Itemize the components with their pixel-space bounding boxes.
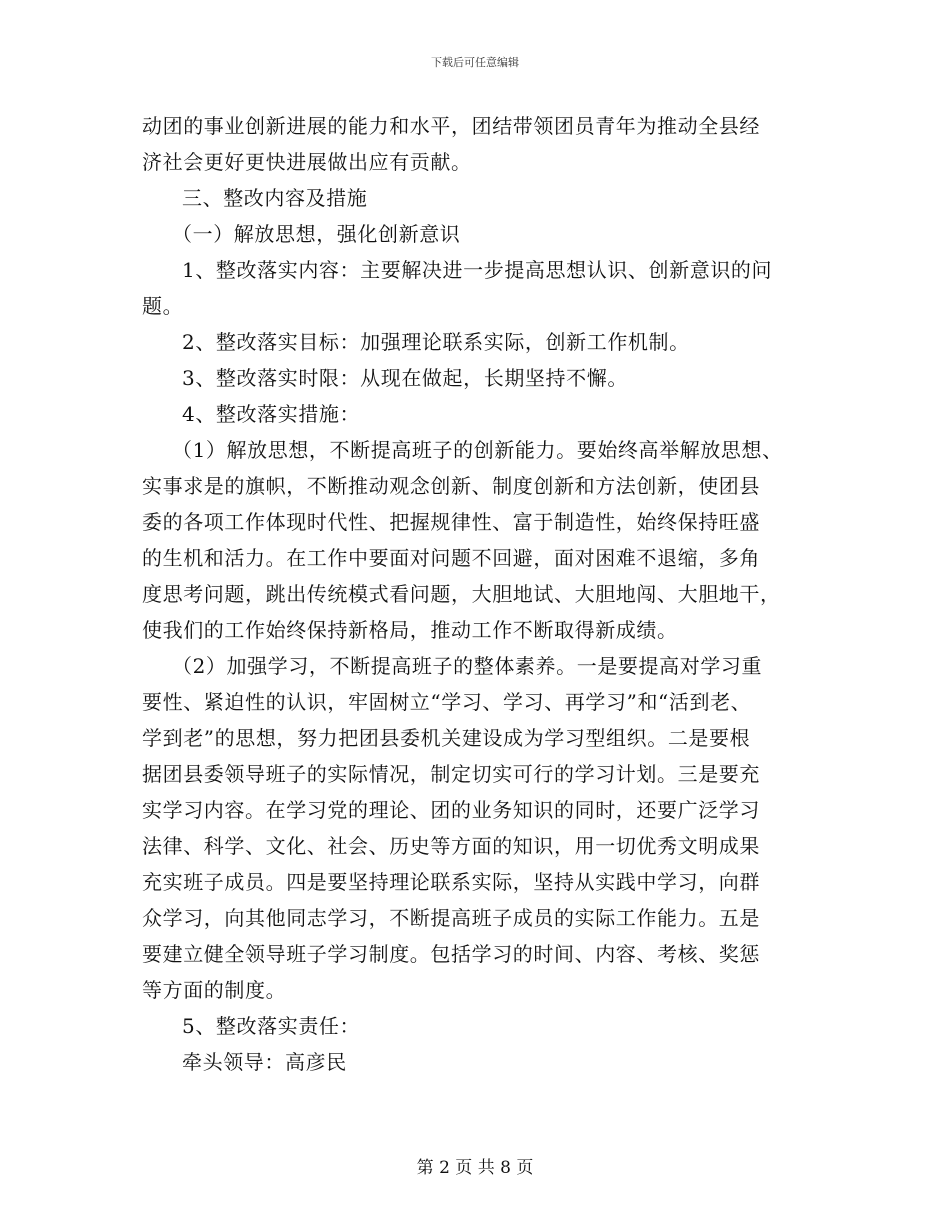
section-heading: 三、整改内容及措施 bbox=[182, 186, 368, 210]
text-line: 5、整改落实责任： bbox=[182, 1014, 361, 1038]
text-line: 充实班子成员。四是要坚持理论联系实际，坚持从实践中学习，向群 bbox=[142, 870, 760, 894]
text-line: 题。 bbox=[142, 294, 184, 318]
text-line: 据团县委领导班子的实际情况，制定切实可行的学习计划。三是要充 bbox=[142, 762, 760, 786]
text-line: 要性、紧迫性的认识，牢固树立“学习、学习、再学习”和“活到老、 bbox=[142, 690, 752, 714]
text-line: （2）加强学习，不断提高班子的整体素养。一是要提高对学习重 bbox=[172, 654, 763, 678]
text-line: （1）解放思想，不断提高班子的创新能力。要始终高举解放思想、 bbox=[172, 438, 783, 462]
text-line: 法律、科学、文化、社会、历史等方面的知识，用一切优秀文明成果 bbox=[142, 834, 760, 858]
text-line: 1、整改落实内容：主要解决进一步提高思想认识、创新意识的问 bbox=[182, 258, 773, 282]
text-line: 众学习，向其他同志学习，不断提高班子成员的实际工作能力。五是 bbox=[142, 906, 760, 930]
text-line: 使我们的工作始终保持新格局，推动工作不断取得新成绩。 bbox=[142, 618, 678, 642]
text-line: 等方面的制度。 bbox=[142, 978, 287, 1002]
text-line: 的生机和活力。在工作中要面对问题不回避，面对困难不退缩，多角 bbox=[142, 546, 760, 570]
text-line: 济社会更好更快进展做出应有贡献。 bbox=[142, 150, 472, 174]
text-line: 要建立健全领导班子学习制度。包括学习的时间、内容、考核、奖惩 bbox=[142, 942, 760, 966]
text-line: 3、整改落实时限：从现在做起，长期坚持不懈。 bbox=[182, 366, 628, 390]
subsection-heading: （一）解放思想，强化创新意识 bbox=[172, 222, 461, 246]
page-header: 下载后可任意编辑 bbox=[431, 56, 519, 69]
text-line: 实事求是的旗帜，不断推动观念创新、制度创新和方法创新，使团县 bbox=[142, 474, 760, 498]
text-line: 2、整改落实目标：加强理论联系实际，创新工作机制。 bbox=[182, 330, 690, 354]
text-line: 动团的事业创新进展的能力和水平，团结带领团员青年为推动全县经 bbox=[142, 114, 760, 138]
text-line: 委的各项工作体现时代性、把握规律性、富于制造性，始终保持旺盛 bbox=[142, 510, 760, 534]
text-line: 度思考问题，跳出传统模式看问题，大胆地试、大胆地闯、大胆地干， bbox=[142, 582, 781, 606]
document-body bbox=[142, 108, 832, 1080]
text-line: 4、整改落实措施： bbox=[182, 402, 361, 426]
page-footer: 第 2 页 共 8 页 bbox=[416, 1158, 534, 1178]
text-line: 实学习内容。在学习党的理论、团的业务知识的同时，还要广泛学习 bbox=[142, 798, 760, 822]
text-line: 牵头领导：高彦民 bbox=[182, 1050, 347, 1074]
text-line: 学到老”的思想，努力把团县委机关建设成为学习型组织。二是要根 bbox=[142, 726, 751, 750]
